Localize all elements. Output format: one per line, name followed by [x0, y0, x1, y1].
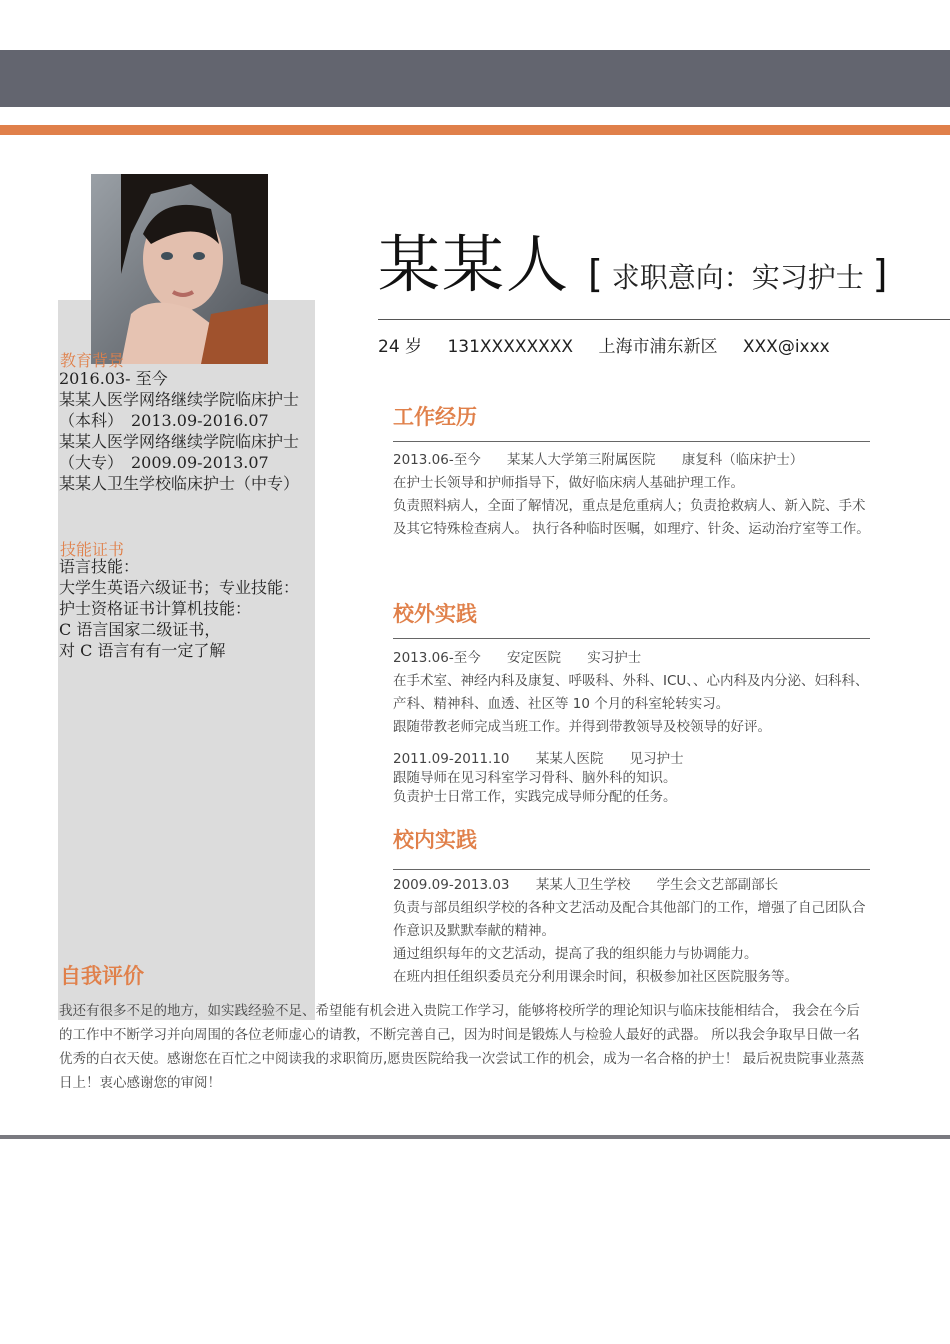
education-line: 某某人医学网络继续学院临床护士（大专） 2009.09-2013.07 — [59, 432, 300, 472]
work-entry-header — [393, 449, 873, 472]
self-evaluation-heading: 自我评价 — [60, 964, 144, 988]
internal-entry-header — [393, 874, 873, 897]
work-desc: 在护士长领导和护师指导下，做好临床病人基础护理工作。 — [393, 475, 744, 491]
internal-entry — [393, 874, 873, 989]
internal-role: 学生会文艺部副部长 — [656, 877, 779, 893]
self-evaluation-text: 我还有很多不足的地方，如实践经验不足、希望能有机会进入贵院工作学习，能够将校所学的理论知识与临床技能相结合， 我会在今后的工作中不断学习并向周围的各位老师虚心的请教，不断完善自己，因为时间是锻炼人与检验人最好的武器。 所以我会争取早日做一名优秀的白衣天使。感谢您在百忙之中阅读我的求职简历,愿贵医院给我一次尝试工作的机会，成为一名合格的护士！ 最后祝贵院事业蒸蒸日上！衷心感谢您的审阅！ — [59, 1003, 865, 1091]
external-role: 实习护士 — [587, 650, 642, 666]
profile-photo — [91, 174, 268, 364]
external-entry-1 — [393, 647, 873, 739]
education-heading: 教育背景 — [60, 351, 125, 370]
work-employer: 某某人大学第三附属医院 — [507, 452, 656, 468]
external-entry-header — [393, 647, 873, 670]
skills-line: C 语言国家二级证书， — [59, 620, 221, 639]
job-objective — [588, 250, 887, 302]
external-place: 某某人医院 — [535, 751, 604, 767]
location: 上海市浦东新区 — [598, 337, 718, 357]
external-desc: 跟随导师在见习科室学习骨科、脑外科的知识。 — [393, 770, 677, 786]
external-entry-header — [393, 750, 873, 769]
skills-line: 对 C 语言有有一定了解 — [59, 641, 226, 660]
top-banner-bar — [0, 50, 950, 107]
external-place: 安定医院 — [507, 650, 561, 666]
external-desc: 负责护士日常工作，实践完成导师分配的任务。 — [393, 789, 677, 805]
external-period: 2013.06-至今 — [393, 650, 481, 666]
education-line: 2016.03- 至今 — [59, 369, 168, 388]
email: XXX@ixxx — [742, 337, 830, 357]
skills-line: 大学生英语六级证书；专业技能：护士资格证书计算机技能： — [59, 578, 300, 618]
phone: 131XXXXXXXX — [447, 337, 574, 357]
work-desc: 负责照料病人，全面了解情况，重点是危重病人；负责抢救病人、新入院、手术及其它特殊检查病人。 执行各种临时医嘱，如理疗、针灸、运动治疗室等工作。 — [393, 498, 870, 537]
age: 24 岁 — [378, 337, 423, 357]
external-role: 见习护士 — [629, 751, 684, 767]
work-heading: 工作经历 — [393, 405, 477, 429]
internal-desc: 负责与部员组织学校的各种文艺活动及配合其他部门的工作，增强了自己团队合作意识及默默奉献的精神。 — [393, 900, 866, 939]
bracket-close: ] — [872, 252, 888, 296]
accent-stripe — [0, 125, 950, 135]
footer-rule — [0, 1135, 950, 1139]
external-practice-heading: 校外实践 — [393, 602, 477, 626]
education-line: 某某人卫生学校临床护士（中专） — [59, 474, 300, 493]
work-divider — [393, 441, 870, 442]
skills-text — [59, 556, 311, 661]
internal-desc: 在班内担任组织委员充分利用课余时间，积极参加社区医院服务等。 — [393, 969, 798, 985]
external-desc: 在手术室、神经内科及康复、呼吸科、外科、ICU、、心内科及内分泌、妇科科、产科、精神科、血透、社区等 10 个月的科室轮转实习。 — [393, 673, 869, 712]
work-entry — [393, 449, 873, 541]
external-divider — [393, 638, 870, 639]
internal-school: 某某人卫生学校 — [535, 877, 631, 893]
work-period: 2013.06-至今 — [393, 452, 481, 468]
header-divider — [378, 319, 950, 320]
education-line: 某某人医学网络继续学院临床护士（本科） 2013.09-2016.07 — [59, 390, 300, 430]
internal-desc: 通过组织每年的文艺活动，提高了我的组织能力与协调能力。 — [393, 946, 758, 962]
bracket-open: [ — [588, 252, 603, 296]
work-role: 康复科（临床护士） — [681, 452, 804, 468]
internal-divider — [393, 869, 870, 870]
external-desc: 跟随带教老师完成当班工作。并得到带教领导及校领导的好评。 — [393, 719, 771, 735]
skills-line: 语言技能： — [59, 557, 140, 576]
internal-practice-heading: 校内实践 — [393, 828, 477, 852]
skills-heading: 技能证书 — [60, 540, 125, 559]
external-period: 2011.09-2011.10 — [393, 751, 510, 767]
external-entry-2 — [393, 750, 873, 807]
internal-period: 2009.09-2013.03 — [393, 877, 510, 893]
education-text — [59, 368, 311, 494]
contact-info — [378, 335, 850, 359]
candidate-name: 某某人 — [378, 228, 571, 301]
objective-text: 求职意向：实习护士 — [611, 261, 864, 294]
